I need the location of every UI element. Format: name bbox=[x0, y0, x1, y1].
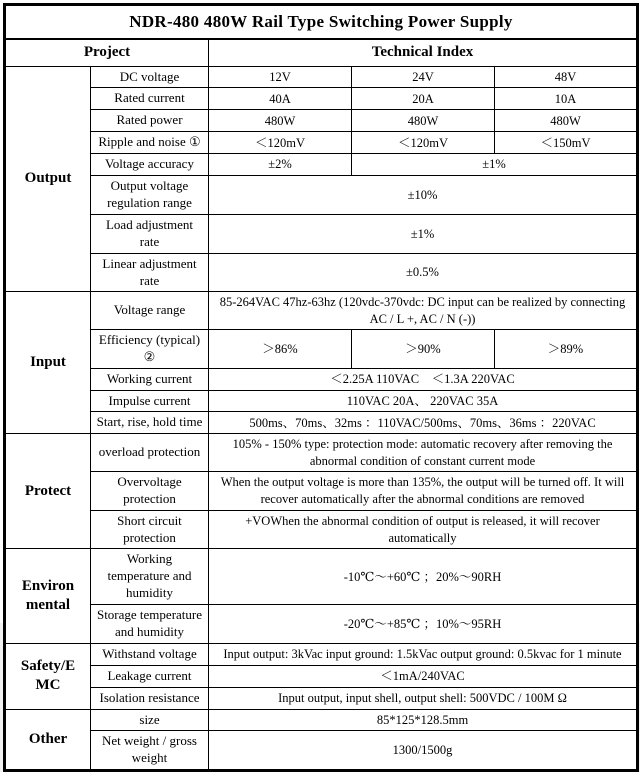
table-row bbox=[5, 471, 638, 510]
spec-label: Isolation resistance bbox=[91, 687, 209, 709]
table-row bbox=[5, 709, 638, 731]
spec-value: 40A bbox=[209, 88, 352, 110]
spec-value: ＞90% bbox=[352, 329, 495, 368]
table-row bbox=[5, 510, 638, 549]
spec-value: 85-264VAC 47hz-63hz (120vdc-370vdc: DC input can be realized by connecting AC / L +, AC / N (-)) bbox=[209, 292, 638, 330]
spec-value: ＜1mA/240VAC bbox=[209, 665, 638, 687]
table-row bbox=[5, 643, 638, 665]
section-name-protect: Protect bbox=[5, 434, 91, 549]
spec-label: Leakage current bbox=[91, 665, 209, 687]
spec-value: 480W bbox=[495, 110, 638, 132]
table-row bbox=[5, 214, 638, 253]
section-name-other: Other bbox=[5, 709, 91, 771]
table-row bbox=[5, 66, 638, 88]
table-row bbox=[5, 687, 638, 709]
table-row bbox=[5, 329, 638, 368]
spec-value: ＜2.25A 110VAC ＜1.3A 220VAC bbox=[209, 368, 638, 390]
spec-value: -10℃～+60℃ ；20%～90RH bbox=[209, 549, 638, 605]
spec-value: Input output, input shell, output shell: 500VDC / 100M Ω bbox=[209, 687, 638, 709]
spec-label: Linear adjustment rate bbox=[91, 253, 209, 292]
table-row bbox=[5, 434, 638, 472]
section-name-safety-emc: Safety/E MC bbox=[5, 643, 91, 709]
column-header-project: Project bbox=[5, 39, 209, 66]
section-name-input: Input bbox=[5, 292, 91, 434]
spec-label: Efficiency (typical) ② bbox=[91, 329, 209, 368]
spec-value: 105% - 150% type: protection mode: automatic recovery after removing the abnormal condition of constant current mode bbox=[209, 434, 638, 472]
spec-value: ＜120mV bbox=[352, 132, 495, 154]
table-row bbox=[5, 292, 638, 330]
spec-value: -20℃～+85℃ ；10%～95RH bbox=[209, 605, 638, 644]
spec-label: Withstand voltage bbox=[91, 643, 209, 665]
spec-value: +VOWhen the abnormal condition of output is released, it will recover automatically bbox=[209, 510, 638, 549]
spec-label: Ripple and noise ① bbox=[91, 132, 209, 154]
spec-value: ＜150mV bbox=[495, 132, 638, 154]
table-row bbox=[5, 549, 638, 605]
spec-value: When the output voltage is more than 135%, the output will be turned off. It will recover automatically after the abnormal conditions are removed bbox=[209, 471, 638, 510]
table-row bbox=[5, 368, 638, 390]
spec-value: Input output: 3kVac input ground: 1.5kVac output ground: 0.5kvac for 1 minute bbox=[209, 643, 638, 665]
spec-label: Working temperature and humidity bbox=[91, 549, 209, 605]
spec-table bbox=[3, 3, 639, 772]
table-row bbox=[5, 731, 638, 771]
page-title: NDR-480 480W Rail Type Switching Power Supply bbox=[5, 5, 638, 40]
spec-value: 1300/1500g bbox=[209, 731, 638, 771]
table-row bbox=[5, 665, 638, 687]
spec-value: ±1% bbox=[352, 154, 638, 176]
spec-label: Net weight / gross weight bbox=[91, 731, 209, 771]
spec-value: ±2% bbox=[209, 154, 352, 176]
table-row bbox=[5, 132, 638, 154]
spec-label: size bbox=[91, 709, 209, 731]
table-row bbox=[5, 390, 638, 412]
section-name-output: Output bbox=[5, 66, 91, 292]
spec-label: Short circuit protection bbox=[91, 510, 209, 549]
table-row bbox=[5, 88, 638, 110]
table-row bbox=[5, 253, 638, 292]
spec-value: 20A bbox=[352, 88, 495, 110]
title-row bbox=[5, 5, 638, 40]
spec-label: Voltage accuracy bbox=[91, 154, 209, 176]
spec-value: ＞86% bbox=[209, 329, 352, 368]
spec-value: 48V bbox=[495, 66, 638, 88]
spec-label: Rated power bbox=[91, 110, 209, 132]
spec-value: ±0.5% bbox=[209, 253, 638, 292]
spec-value: 110VAC 20A、 220VAC 35A bbox=[209, 390, 638, 412]
spec-label: overload protection bbox=[91, 434, 209, 472]
spec-label: Start, rise, hold time bbox=[91, 412, 209, 434]
spec-label: Rated current bbox=[91, 88, 209, 110]
spec-value: 480W bbox=[209, 110, 352, 132]
spec-value: 24V bbox=[352, 66, 495, 88]
spec-label: Working current bbox=[91, 368, 209, 390]
spec-value: 85*125*128.5mm bbox=[209, 709, 638, 731]
spec-label: DC voltage bbox=[91, 66, 209, 88]
column-header-technical-index: Technical Index bbox=[209, 39, 638, 66]
spec-value: 500ms、70ms、32ms ：110VAC/500ms、70ms、36ms ：220VAC bbox=[209, 412, 638, 434]
table-row bbox=[5, 412, 638, 434]
spec-value: 12V bbox=[209, 66, 352, 88]
table-row bbox=[5, 605, 638, 644]
spec-value: ±10% bbox=[209, 176, 638, 215]
spec-value: ＞89% bbox=[495, 329, 638, 368]
spec-value: ＜120mV bbox=[209, 132, 352, 154]
spec-label: Overvoltage protection bbox=[91, 471, 209, 510]
table-row bbox=[5, 154, 638, 176]
spec-label: Output voltage regulation range bbox=[91, 176, 209, 215]
spec-label: Impulse current bbox=[91, 390, 209, 412]
table-row bbox=[5, 110, 638, 132]
spec-value: ±1% bbox=[209, 214, 638, 253]
table-row bbox=[5, 176, 638, 215]
spec-label: Voltage range bbox=[91, 292, 209, 330]
spec-label: Load adjustment rate bbox=[91, 214, 209, 253]
spec-value: 480W bbox=[352, 110, 495, 132]
spec-label: Storage temperature and humidity bbox=[91, 605, 209, 644]
header-row bbox=[5, 39, 638, 66]
section-name-environmental: Environ mental bbox=[5, 549, 91, 643]
spec-value: 10A bbox=[495, 88, 638, 110]
